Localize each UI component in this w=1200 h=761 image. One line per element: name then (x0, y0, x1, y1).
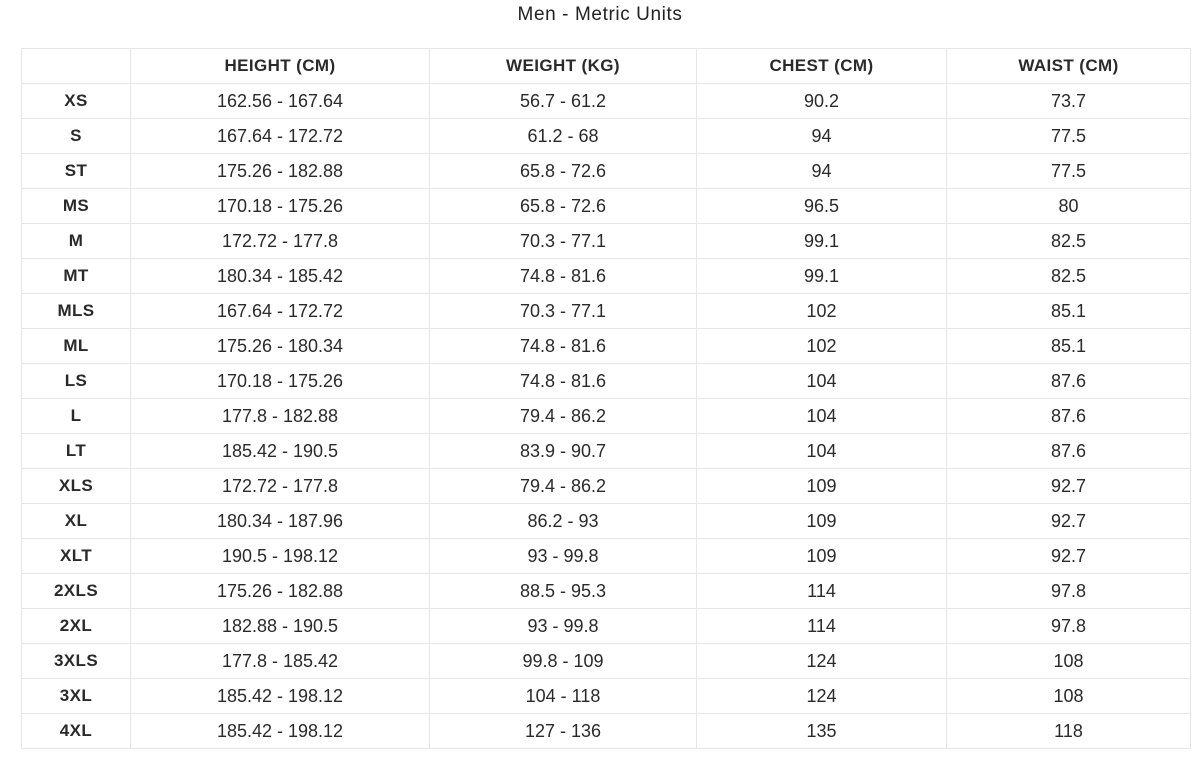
height-cell: 175.26 - 182.88 (131, 154, 430, 189)
weight-cell: 70.3 - 77.1 (430, 294, 697, 329)
chest-cell: 102 (697, 329, 947, 364)
weight-cell: 127 - 136 (430, 714, 697, 749)
table-row (22, 119, 1191, 154)
weight-cell: 99.8 - 109 (430, 644, 697, 679)
weight-cell: 56.7 - 61.2 (430, 84, 697, 119)
page-title: Men - Metric Units (517, 4, 683, 25)
size-cell: ST (22, 154, 131, 189)
weight-cell: 93 - 99.8 (430, 539, 697, 574)
waist-cell: 87.6 (947, 399, 1191, 434)
height-cell: 185.42 - 190.5 (131, 434, 430, 469)
header-chest: CHEST (CM) (697, 49, 947, 84)
weight-cell: 93 - 99.8 (430, 609, 697, 644)
weight-cell: 65.8 - 72.6 (430, 189, 697, 224)
table-body (22, 84, 1191, 749)
chest-cell: 94 (697, 154, 947, 189)
size-cell: MS (22, 189, 131, 224)
weight-cell: 74.8 - 81.6 (430, 364, 697, 399)
chest-cell: 99.1 (697, 224, 947, 259)
size-cell: S (22, 119, 131, 154)
table-row (22, 714, 1191, 749)
chest-cell: 102 (697, 294, 947, 329)
waist-cell: 77.5 (947, 154, 1191, 189)
table-row (22, 329, 1191, 364)
waist-cell: 82.5 (947, 259, 1191, 294)
chest-cell: 104 (697, 399, 947, 434)
waist-cell: 118 (947, 714, 1191, 749)
waist-cell: 82.5 (947, 224, 1191, 259)
chest-cell: 124 (697, 644, 947, 679)
height-cell: 170.18 - 175.26 (131, 189, 430, 224)
table-row (22, 434, 1191, 469)
table-header-row (22, 49, 1191, 84)
size-cell: XLS (22, 469, 131, 504)
weight-cell: 74.8 - 81.6 (430, 329, 697, 364)
waist-cell: 92.7 (947, 539, 1191, 574)
table-row (22, 644, 1191, 679)
waist-cell: 92.7 (947, 469, 1191, 504)
size-cell: M (22, 224, 131, 259)
header-waist: WAIST (CM) (947, 49, 1191, 84)
table-row (22, 154, 1191, 189)
height-cell: 167.64 - 172.72 (131, 294, 430, 329)
height-cell: 190.5 - 198.12 (131, 539, 430, 574)
size-cell: 3XL (22, 679, 131, 714)
waist-cell: 97.8 (947, 609, 1191, 644)
height-cell: 177.8 - 182.88 (131, 399, 430, 434)
height-cell: 185.42 - 198.12 (131, 714, 430, 749)
height-cell: 167.64 - 172.72 (131, 119, 430, 154)
height-cell: 180.34 - 185.42 (131, 259, 430, 294)
waist-cell: 87.6 (947, 434, 1191, 469)
weight-cell: 88.5 - 95.3 (430, 574, 697, 609)
chest-cell: 124 (697, 679, 947, 714)
weight-cell: 104 - 118 (430, 679, 697, 714)
height-cell: 170.18 - 175.26 (131, 364, 430, 399)
waist-cell: 85.1 (947, 329, 1191, 364)
weight-cell: 79.4 - 86.2 (430, 469, 697, 504)
size-cell: 3XLS (22, 644, 131, 679)
table-row (22, 189, 1191, 224)
table-row (22, 84, 1191, 119)
waist-cell: 108 (947, 644, 1191, 679)
chest-cell: 135 (697, 714, 947, 749)
size-cell: ML (22, 329, 131, 364)
table-row (22, 539, 1191, 574)
height-cell: 177.8 - 185.42 (131, 644, 430, 679)
table-row (22, 679, 1191, 714)
chest-cell: 104 (697, 434, 947, 469)
waist-cell: 92.7 (947, 504, 1191, 539)
chest-cell: 114 (697, 574, 947, 609)
table-row (22, 364, 1191, 399)
height-cell: 175.26 - 180.34 (131, 329, 430, 364)
chest-cell: 104 (697, 364, 947, 399)
header-size (22, 49, 131, 84)
table-row (22, 294, 1191, 329)
chest-cell: 96.5 (697, 189, 947, 224)
waist-cell: 77.5 (947, 119, 1191, 154)
weight-cell: 70.3 - 77.1 (430, 224, 697, 259)
size-cell: LS (22, 364, 131, 399)
weight-cell: 61.2 - 68 (430, 119, 697, 154)
header-weight: WEIGHT (KG) (430, 49, 697, 84)
header-height: HEIGHT (CM) (131, 49, 430, 84)
size-cell: MLS (22, 294, 131, 329)
waist-cell: 80 (947, 189, 1191, 224)
height-cell: 175.26 - 182.88 (131, 574, 430, 609)
waist-cell: 97.8 (947, 574, 1191, 609)
chest-cell: 90.2 (697, 84, 947, 119)
height-cell: 172.72 - 177.8 (131, 469, 430, 504)
chest-cell: 109 (697, 469, 947, 504)
table-row (22, 224, 1191, 259)
size-chart-table (21, 48, 1191, 749)
height-cell: 172.72 - 177.8 (131, 224, 430, 259)
waist-cell: 73.7 (947, 84, 1191, 119)
weight-cell: 83.9 - 90.7 (430, 434, 697, 469)
size-cell: LT (22, 434, 131, 469)
table-row (22, 609, 1191, 644)
table-row (22, 504, 1191, 539)
height-cell: 185.42 - 198.12 (131, 679, 430, 714)
size-cell: 2XLS (22, 574, 131, 609)
chest-cell: 109 (697, 539, 947, 574)
size-cell: L (22, 399, 131, 434)
weight-cell: 86.2 - 93 (430, 504, 697, 539)
table-row (22, 574, 1191, 609)
waist-cell: 87.6 (947, 364, 1191, 399)
chest-cell: 99.1 (697, 259, 947, 294)
size-cell: 4XL (22, 714, 131, 749)
size-cell: XL (22, 504, 131, 539)
table-row (22, 399, 1191, 434)
waist-cell: 85.1 (947, 294, 1191, 329)
height-cell: 182.88 - 190.5 (131, 609, 430, 644)
table-row (22, 259, 1191, 294)
chest-cell: 114 (697, 609, 947, 644)
weight-cell: 65.8 - 72.6 (430, 154, 697, 189)
chest-cell: 94 (697, 119, 947, 154)
height-cell: 180.34 - 187.96 (131, 504, 430, 539)
size-cell: XLT (22, 539, 131, 574)
size-cell: XS (22, 84, 131, 119)
height-cell: 162.56 - 167.64 (131, 84, 430, 119)
weight-cell: 74.8 - 81.6 (430, 259, 697, 294)
weight-cell: 79.4 - 86.2 (430, 399, 697, 434)
table-row (22, 469, 1191, 504)
size-cell: MT (22, 259, 131, 294)
waist-cell: 108 (947, 679, 1191, 714)
chest-cell: 109 (697, 504, 947, 539)
size-cell: 2XL (22, 609, 131, 644)
